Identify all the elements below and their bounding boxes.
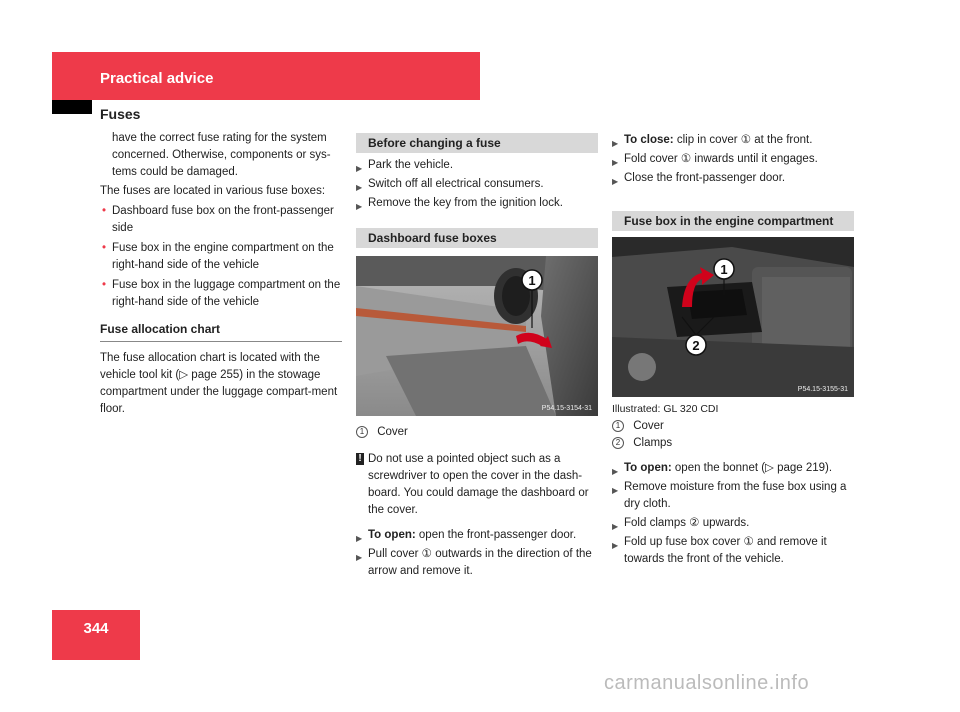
dashboard-fuse-heading: Dashboard fuse boxes bbox=[356, 228, 598, 248]
dashboard-illustration bbox=[356, 256, 598, 416]
dashboard-photo bbox=[356, 256, 598, 416]
step-text: open the bonnet (▷ page 219). bbox=[671, 462, 833, 474]
fuse-allocation-paragraph: The fuse allocation chart is located with the vehicle tool kit (▷ page 255) in the stowage compartment under the luggage compart-ment floor. bbox=[100, 352, 338, 415]
legend-item bbox=[612, 418, 854, 435]
step-item bbox=[612, 170, 854, 187]
intro-paragraph: have the correct fuse rating for the system concerned. Otherwise, components or sys-tems could be damaged. bbox=[112, 132, 331, 178]
callout-2: 2 bbox=[692, 338, 700, 353]
list-item: • Fuse box in the engine compartment on the right-hand side of the vehicle bbox=[100, 240, 342, 274]
step-label: To open: bbox=[368, 529, 416, 541]
step-item bbox=[356, 527, 598, 544]
legend-number: 1 bbox=[612, 420, 624, 432]
step-item bbox=[612, 151, 854, 168]
step-item bbox=[612, 460, 854, 477]
column-3 bbox=[612, 132, 854, 568]
step-label: To close: bbox=[624, 134, 674, 146]
photo-caption: Illustrated: GL 320 CDI bbox=[612, 403, 719, 415]
legend-item bbox=[356, 424, 598, 441]
warning-icon: ! bbox=[356, 453, 364, 465]
step-text: Fold clamps ② upwards. bbox=[624, 517, 750, 529]
step-text: Close the front-passenger door. bbox=[624, 172, 786, 184]
step-item bbox=[612, 534, 854, 568]
heading-rule bbox=[100, 341, 342, 342]
step-text: clip in cover ① at the front. bbox=[673, 134, 813, 146]
step-item bbox=[356, 546, 598, 580]
column-2 bbox=[356, 133, 598, 580]
step-label: To open: bbox=[624, 462, 672, 474]
step-text: Pull cover ① outwards in the direction of the arrow and remove it. bbox=[368, 548, 592, 577]
subsection-title: Fuses bbox=[100, 106, 141, 122]
section-title: Practical advice bbox=[100, 70, 214, 87]
step-text: Remove moisture from the fuse box using a dry cloth. bbox=[624, 481, 847, 510]
legend-label: Cover bbox=[377, 426, 408, 438]
list-item: • Fuse box in the luggage compartment on the right-hand side of the vehicle bbox=[100, 277, 342, 311]
subsection-marker bbox=[52, 100, 92, 114]
warning-text: Do not use a pointed object such as a screwdriver to open the cover in the dash-board. You could damage the dashboard or the cover. bbox=[368, 453, 589, 516]
step-item: ▶ Switch off all electrical consumers. bbox=[356, 176, 598, 193]
fuse-boxes-intro: The fuses are located in various fuse boxes: bbox=[100, 185, 326, 197]
before-changing-heading: Before changing a fuse bbox=[356, 133, 598, 153]
legend-item bbox=[612, 435, 854, 452]
photo-code: P54.15-3155-31 bbox=[797, 386, 848, 393]
callout-1: 1 bbox=[528, 273, 536, 288]
engine-fuse-heading: Fuse box in the engine compartment bbox=[612, 211, 854, 231]
fuse-allocation-heading: Fuse allocation chart bbox=[100, 322, 221, 336]
step-item: ▶ Park the vehicle. bbox=[356, 157, 598, 174]
page-number: 344 bbox=[83, 620, 109, 637]
legend-label: Cover bbox=[633, 420, 664, 432]
step-text: open the front-passenger door. bbox=[415, 529, 577, 541]
legend-number: 1 bbox=[356, 426, 368, 438]
callout-1: 1 bbox=[720, 262, 728, 277]
engine-photo bbox=[612, 237, 854, 397]
step-item bbox=[612, 132, 854, 149]
engine-illustration bbox=[612, 237, 854, 397]
list-item: • Dashboard fuse box on the front-passenger side bbox=[100, 203, 342, 237]
legend-label: Clamps bbox=[633, 437, 673, 449]
warning-block bbox=[356, 451, 598, 519]
legend-number: 2 bbox=[612, 437, 624, 449]
step-item: ▶ Remove the key from the ignition lock. bbox=[356, 195, 598, 212]
step-item bbox=[612, 479, 854, 513]
photo-code: P54.15-3154-31 bbox=[541, 405, 592, 412]
step-text: Fold cover ① inwards until it engages. bbox=[624, 153, 818, 165]
watermark: carmanualsonline.info bbox=[604, 672, 810, 694]
column-1 bbox=[100, 130, 342, 418]
step-text: Fold up fuse box cover ① and remove it towards the front of the vehicle. bbox=[624, 536, 827, 565]
step-item bbox=[612, 515, 854, 532]
